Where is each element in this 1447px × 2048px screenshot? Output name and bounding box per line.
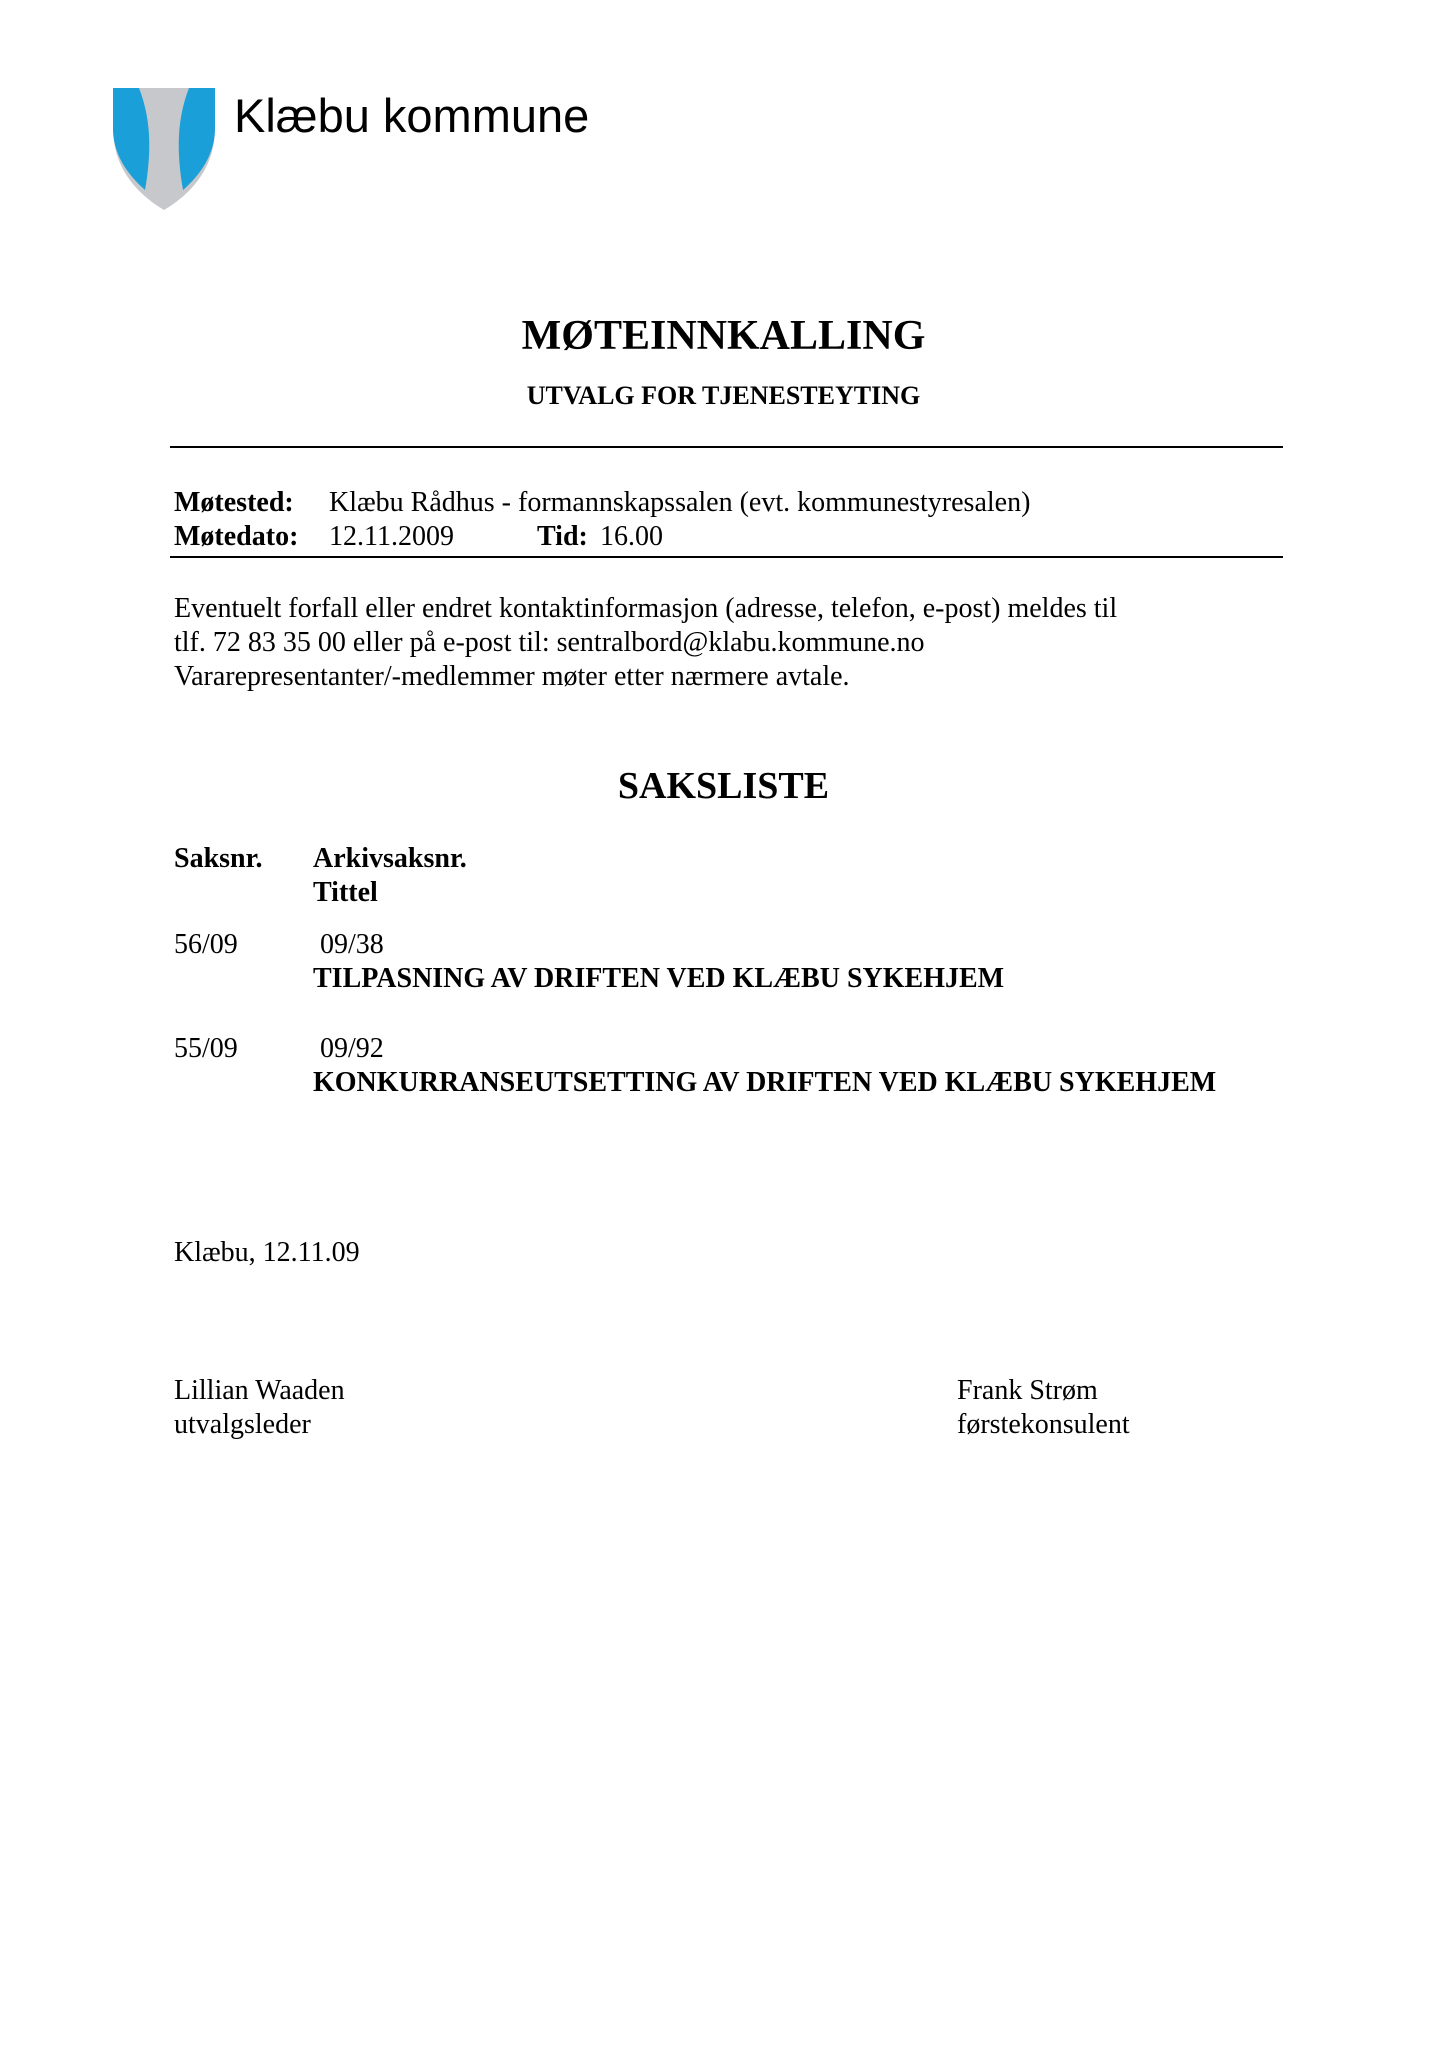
meeting-date-label: Møtedato: [174,521,299,552]
signatory-role: utvalgsleder [174,1409,311,1440]
agenda-item-arkivsaksnr: 09/92 [320,1033,384,1064]
column-header-arkivsaksnr: Arkivsaksnr. [313,843,467,874]
meeting-date-value: 12.11.2009 [329,521,454,552]
agenda-item-title: KONKURRANSEUTSETTING AV DRIFTEN VED KLÆBU SYKEHJEM [313,1067,1217,1098]
column-header-tittel: Tittel [313,877,378,908]
notice-line: tlf. 72 83 35 00 eller på e-post til: sentralbord@klabu.kommune.no [174,627,925,658]
notice-line: Vararepresentanter/-medlemmer møter etter nærmere avtale. [174,661,850,692]
meeting-place-value: Klæbu Rådhus - formannskapssalen (evt. kommunestyresalen) [329,487,1031,518]
signatory-name: Frank Strøm [957,1375,1098,1406]
meeting-place-label: Møtested: [174,487,294,518]
organization-name: Klæbu kommune [234,89,590,142]
column-header-saksnr: Saksnr. [174,843,263,874]
place-and-date: Klæbu, 12.11.09 [174,1237,360,1268]
agenda-item-saksnr: 56/09 [174,929,238,960]
agenda-heading: SAKSLISTE [617,765,830,807]
agenda-item-saksnr: 55/09 [174,1033,238,1064]
signatory-role: førstekonsulent [957,1409,1130,1440]
document-subtitle: UTVALG FOR TJENESTEYTING [526,381,921,410]
agenda-item-title: TILPASNING AV DRIFTEN VED KLÆBU SYKEHJEM [313,963,1005,994]
meeting-time-value: 16.00 [600,521,663,552]
document-title: MØTEINNKALLING [521,313,926,359]
agenda-item-arkivsaksnr: 09/38 [320,929,384,960]
notice-line: Eventuelt forfall eller endret kontaktinformasjon (adresse, telefon, e-post) meldes til [174,593,1118,624]
divider [170,556,1283,558]
signatory-name: Lillian Waaden [174,1375,345,1406]
klaebu-coat-of-arms-icon [113,88,215,210]
divider [170,446,1283,448]
meeting-time-label: Tid: [537,521,588,552]
